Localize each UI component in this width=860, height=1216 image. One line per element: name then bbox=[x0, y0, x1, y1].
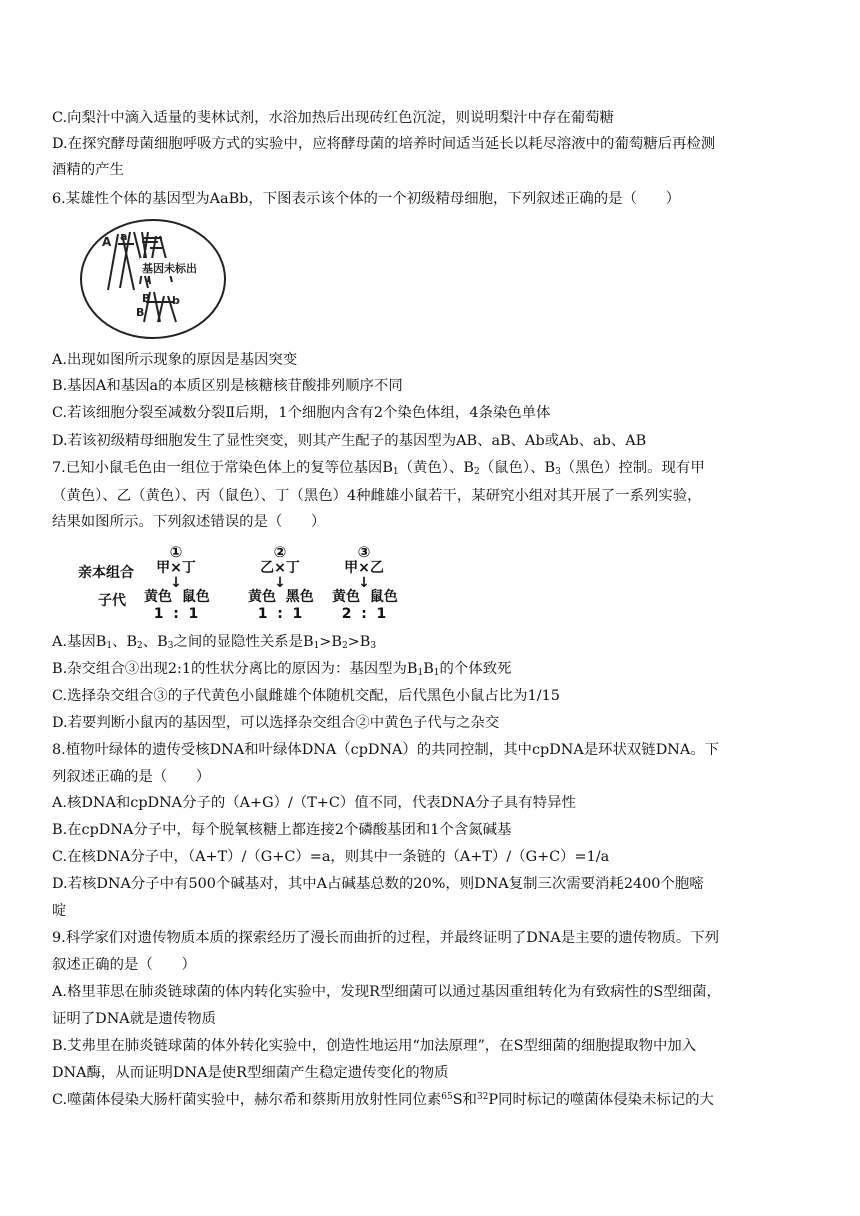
subscript: 1 bbox=[313, 641, 320, 651]
option-7c: C.选择杂交组合③的子代黄色小鼠雌雄个体随机交配，后代黑色小鼠占比为1/15 bbox=[52, 688, 560, 704]
text: P同时标记的噬菌体侵染未标记的大 bbox=[488, 1092, 714, 1108]
question-9-stem: 9.科学家们对遗传物质本质的探索经历了漫长而曲折的过程，并最终证明了DNA是主要的遗传物质。下列 bbox=[52, 930, 720, 946]
subscript: 1 bbox=[392, 467, 399, 477]
cross-group-1 bbox=[144, 544, 208, 623]
group-offspring: 黄色 黑色 bbox=[248, 589, 314, 605]
option-7a bbox=[52, 632, 376, 652]
group-parents: 甲×丁 bbox=[156, 560, 196, 576]
group-number: ① bbox=[169, 543, 183, 561]
text: B bbox=[423, 661, 434, 677]
arrow-icon: ↓ bbox=[170, 575, 182, 591]
text: A.基因B bbox=[52, 634, 107, 650]
question-7-stem-cont2: 结果如图所示。下列叙述错误的是（ ） bbox=[52, 514, 326, 530]
cross-group-3 bbox=[332, 544, 396, 623]
q7-text-3: （鼠色）、B bbox=[479, 460, 556, 476]
option-9c bbox=[52, 1090, 714, 1110]
subscript: 3 bbox=[555, 467, 561, 477]
arrow-icon: ↓ bbox=[274, 575, 286, 591]
option-9b-cont: DNA酶，从而证明DNA是使R型细菌产生稳定遗传变化的物质 bbox=[52, 1065, 449, 1081]
gene-label-b: b bbox=[172, 294, 180, 307]
option-6c: C.若该细胞分裂至减数分裂Ⅱ后期，1个细胞内含有2个染色体组，4条染色单体 bbox=[52, 405, 551, 421]
cross-diagram bbox=[78, 544, 398, 624]
group-ratio: 1 : 1 bbox=[257, 606, 303, 622]
subscript: 2 bbox=[341, 641, 348, 651]
option-7d: D.若要判断小鼠丙的基因型，可以选择杂交组合②中黄色子代与之杂交 bbox=[52, 715, 500, 731]
question-9-stem-cont: 叙述正确的是（ ） bbox=[52, 957, 196, 973]
question-6-stem: 6.某雄性个体的基因型为AaBb，下图表示该个体的一个初级精母细胞，下列叙述正确的是（ ） bbox=[52, 191, 681, 207]
text: C.噬菌体侵染大肠杆菌实验中，赫尔希和蔡斯用放射性同位素 bbox=[52, 1092, 442, 1108]
group-ratio: 1 : 1 bbox=[153, 606, 199, 622]
subscript: 1 bbox=[106, 641, 113, 651]
text: 的个体致死 bbox=[439, 661, 512, 677]
option-5c: C.向梨汁中滴入适量的斐林试剂，水浴加热后出现砖红色沉淀，则说明梨汁中存在葡萄糖 bbox=[52, 110, 614, 126]
option-8c: C.在核DNA分子中，（A+T）/（G+C）=a，则其中一条链的（A+T）/（G+C）=1/a bbox=[52, 849, 610, 865]
question-7-stem bbox=[52, 458, 705, 478]
text: 、B bbox=[142, 634, 168, 650]
subscript: 1 bbox=[417, 668, 424, 678]
option-7b bbox=[52, 659, 512, 679]
option-5d-cont: 酒精的产生 bbox=[52, 162, 124, 178]
text: 、B bbox=[112, 634, 138, 650]
gene-label-a: a bbox=[120, 230, 128, 243]
subscript: 3 bbox=[370, 641, 377, 651]
subscript: 2 bbox=[473, 467, 480, 477]
group-ratio: 2 : 1 bbox=[341, 606, 387, 622]
option-8b: B.在cpDNA分子中，每个脱氧核糖上都连接2个磷酸基团和1个含氮碱基 bbox=[52, 822, 512, 838]
option-5d: D.在探究酵母菌细胞呼吸方式的实验中，应将酵母菌的培养时间适当延长以耗尽溶液中的葡萄糖后再检测 bbox=[52, 136, 716, 152]
question-8-stem-cont: 列叙述正确的是（ ） bbox=[52, 769, 211, 785]
subscript: 2 bbox=[137, 641, 143, 651]
superscript: 65 bbox=[441, 1092, 453, 1102]
group-offspring: 黄色 鼠色 bbox=[332, 589, 398, 605]
text: 之间的显隐性关系是B bbox=[173, 634, 314, 650]
option-6b: B.基因A和基因a的本质区别是核糖核苷酸排列顺序不同 bbox=[52, 378, 403, 394]
gene-label-B-top: B bbox=[142, 292, 151, 305]
option-8a: A.核DNA和cpDNA分子的（A+G）/（T+C）值不同，代表DNA分子具有特异性 bbox=[52, 795, 576, 811]
gene-label-A: A bbox=[102, 235, 112, 249]
text: >B bbox=[319, 634, 342, 650]
subscript: 1 bbox=[433, 668, 440, 678]
gene-label-B-bottom: B bbox=[136, 306, 145, 319]
subscript: 3 bbox=[167, 641, 174, 651]
group-number: ② bbox=[273, 543, 287, 561]
row-label-offspring: 子代 bbox=[98, 593, 126, 609]
q7-text-2: （黄色）、B bbox=[398, 460, 474, 476]
text: S和 bbox=[452, 1092, 477, 1108]
superscript: 32 bbox=[476, 1092, 489, 1102]
option-9a: A.格里菲思在肺炎链球菌的体内转化实验中，发现R型细菌可以通过基因重组转化为有致病性的S型细菌， bbox=[52, 984, 721, 1000]
cell-diagram bbox=[78, 218, 228, 340]
row-label-parents: 亲本组合 bbox=[78, 565, 134, 581]
option-9b: B.艾弗里在肺炎链球菌的体外转化实验中，创造性地运用“加法原理”，在S型细菌的细胞提取物中加入 bbox=[52, 1038, 697, 1054]
cross-group-2 bbox=[248, 544, 312, 623]
arrow-icon: ↓ bbox=[358, 575, 370, 591]
option-6d: D.若该初级精母细胞发生了显性突变，则其产生配子的基因型为AB、aB、Ab或Ab、ab、AB bbox=[52, 433, 647, 449]
option-8d: D.若核DNA分子中有500个碱基对，其中A占碱基总数的20%，则DNA复制三次需要消耗2400个胞嘧 bbox=[52, 876, 704, 892]
option-6a: A.出现如图所示现象的原因是基因突变 bbox=[52, 352, 298, 368]
group-parents: 乙×丁 bbox=[260, 560, 300, 576]
group-number: ③ bbox=[357, 543, 371, 561]
q7-text-1: 7.已知小鼠毛色由一组位于常染色体上的复等位基因B bbox=[52, 460, 393, 476]
q7-text-4: （黑色）控制。现有甲 bbox=[560, 460, 705, 476]
group-offspring: 黄色 鼠色 bbox=[144, 589, 210, 605]
text: B.杂交组合③出现2:1的性状分离比的原因为：基因型为B bbox=[52, 661, 418, 677]
gene-not-marked-label: 基因未标出 bbox=[142, 262, 197, 275]
question-7-stem-cont: （黄色）、乙（黄色）、丙（鼠色）、丁（黑色）4种雌雄小鼠若干，某研究小组对其开展了一系列实验， bbox=[52, 488, 702, 504]
group-parents: 甲×乙 bbox=[344, 560, 384, 576]
text: >B bbox=[347, 634, 371, 650]
option-9a-cont: 证明了DNA就是遗传物质 bbox=[52, 1011, 217, 1027]
question-8-stem: 8.植物叶绿体的遗传受核DNA和叶绿体DNA（cpDNA）的共同控制，其中cpDNA是环状双链DNA。下 bbox=[52, 742, 719, 758]
option-8d-cont: 啶 bbox=[52, 903, 67, 919]
